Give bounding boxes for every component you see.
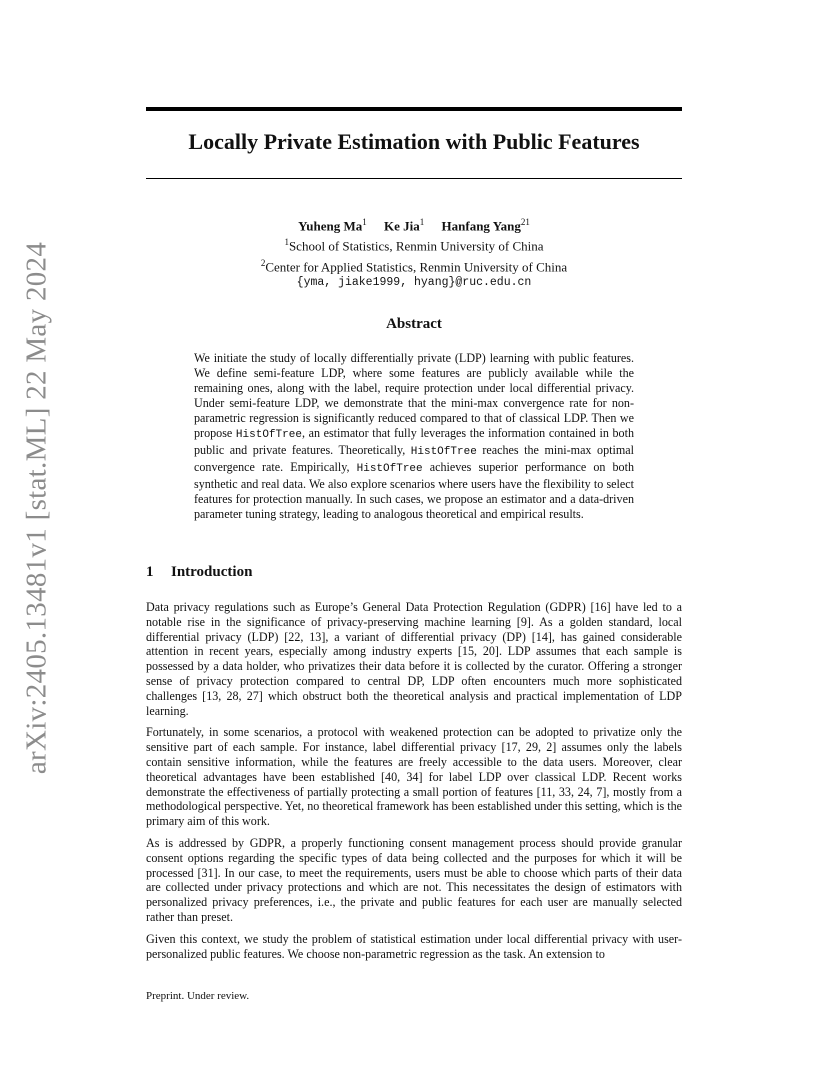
author-name: Ke Jia xyxy=(384,218,420,234)
author-block xyxy=(146,214,682,291)
method-name: HistOfTree xyxy=(235,429,302,441)
title-top-rule xyxy=(146,107,682,111)
method-name: HistOfTree xyxy=(410,446,477,458)
author-names xyxy=(146,214,682,234)
body-paragraph: Fortunately, in some scenarios, a protocol with weakened protection can be adopted to privatize only the sensitive part of each sample. For instance, label differential privacy [17, 29, 2] assumes only the labels contain sensitive information, while the features are freely accessible to the data users. Moreover, clear theoretical advantages have been established [40, 34] for label LDP over classical LDP. Recent works demonstrate the effectiveness of partially protecting a small portion of features [11, 33, 24, 7], mostly from a methodological perspective. Yet, no theoretical framework has been established under this setting, which is the primary aim of this work. xyxy=(146,725,683,829)
arxiv-identifier: arXiv:2405.13481v1 [stat.ML] 22 May 2024 xyxy=(20,241,53,775)
author-emails: {yma, jiake1999, hyang}@ruc.edu.cn xyxy=(296,275,532,289)
method-name: HistOfTree xyxy=(356,463,423,475)
author-affiliation-mark: 21 xyxy=(520,217,530,227)
section-heading xyxy=(146,564,252,581)
author-name: Hanfang Yang xyxy=(441,218,521,234)
author-affiliation-mark: 1 xyxy=(419,217,425,227)
body-paragraph: Data privacy regulations such as Europe’s General Data Protection Regulation (GDPR) [16] have led to a notable rise in the significance of privacy-preserving machine learning [9]. As a golden standard, local differential privacy (LDP) [22, 13], a variant of differential privacy (DP) [14], has gained considerable attention in recent years, especially among industry experts [15, 20]. LDP assumes that each sample is possessed by a data holder, who privatizes their data before it is collected by the curator. Offering a stronger sense of privacy protection compared to central DP, LDP often encounters much more sophisticated challenges [13, 28, 27] which obstruct both the theoretical analysis and practical implementation of LDP learning. xyxy=(146,600,682,718)
page-footer: Preprint. Under review. xyxy=(146,990,250,1002)
section-body xyxy=(146,600,682,968)
abstract-heading: Abstract xyxy=(386,316,442,332)
abstract-text: We initiate the study of locally differentially private (LDP) learning with public features. We define semi-feature LDP, where some features are publicly available while the remaining ones, along with the label, require protection under local differential privacy. Under semi-feature LDP, we demonstrate that the mini-max convergence rate for non-parametric regression is significantly reduced compared to that of classical LDP. Then we propose HistOfTree, an estimator that fully leverages the information contained in both public and private features. Theoretically, HistOfTree reaches the mini-max optimal convergence rate. Empirically, HistOfTree achieves superior performance on both synthetic and real data. We also explore scenarios where users have the flexibility to select features for protection manually. In such cases, we propose an estimator and a data-driven parameter tuning strategy, leading to analogous theoretical and empirical results. xyxy=(194,351,635,521)
affiliation: $^1$School of Statistics, Renmin University of China xyxy=(284,237,544,254)
title-bottom-rule xyxy=(146,178,682,179)
body-paragraph: As is addressed by GDPR, a properly functioning consent management process should provide granular consent options regarding the specific types of data being collected and the purposes for which it will be processed [31]. In our case, to meet the requirements, users must be able to choose which parts of their data are collected under privacy protections and which are not. This necessitates the design of estimators with personalized privacy preferences, i.e., the private and public features for each user are manually selected rather than preset. xyxy=(146,835,682,924)
author-name: Yuheng Ma xyxy=(298,218,363,234)
section-title: Introduction xyxy=(171,564,253,580)
section-number: 1 xyxy=(146,564,154,580)
paper-title: Locally Private Estimation with Public Features xyxy=(188,129,640,154)
author-affiliation-mark: 1 xyxy=(362,217,367,227)
body-paragraph: Given this context, we study the problem of statistical estimation under local differential privacy with user-personalized public features. We choose non-parametric regression as the task. An extension to xyxy=(146,931,682,961)
affiliation: $^2$Center for Applied Statistics, Renmin University of China xyxy=(260,257,568,274)
